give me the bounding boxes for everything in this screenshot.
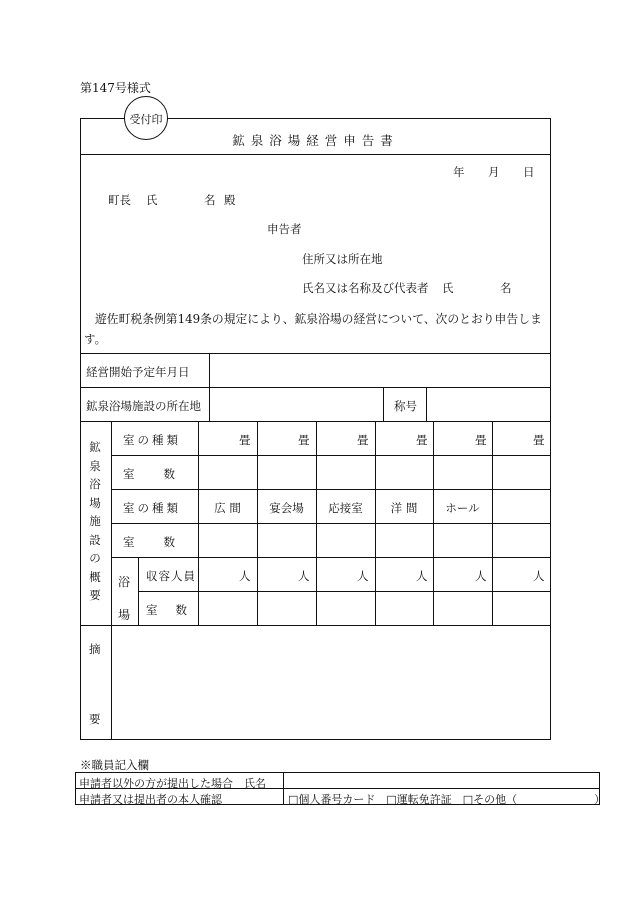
reception-stamp-circle: [124, 96, 168, 140]
addressee-town: 町長: [108, 193, 131, 207]
person-unit: 人: [533, 569, 545, 583]
room-type-reception: 応接室: [328, 501, 363, 515]
room-type-hole: ホール: [445, 501, 480, 515]
room-type-label-2: 室の種類: [123, 501, 181, 515]
remarks-label-top: 摘: [89, 642, 101, 656]
staff-row-identity-options[interactable]: □個人番号カード □運転免許証 □その他（ ）: [288, 793, 606, 806]
room-count-label-2: 室数: [123, 535, 204, 549]
remarks-label-bottom: 要: [89, 712, 101, 726]
room-type-western: 洋 間: [390, 501, 418, 515]
staff-row-proxy-label: 申請者以外の方が提出した場合 氏名: [79, 777, 266, 790]
tatami-unit: 畳: [533, 433, 545, 447]
addressee-shi: 氏: [146, 193, 158, 207]
declarant-label: 申告者: [267, 222, 302, 236]
tatami-unit: 畳: [475, 433, 487, 447]
person-unit: 人: [239, 569, 251, 583]
declarant-name-label: 氏名又は名称及び代表者: [302, 281, 429, 295]
reception-stamp-label: 受付印: [129, 113, 163, 126]
person-unit: 人: [416, 569, 428, 583]
form-title: 鉱泉浴場経営申告書: [232, 133, 399, 148]
date-day: 日: [523, 165, 535, 179]
person-unit: 人: [357, 569, 369, 583]
tatami-unit: 畳: [239, 433, 251, 447]
facility-side-label: 鉱泉浴場施設の概要: [89, 440, 101, 602]
room-type-label-1: 室の種類: [123, 433, 181, 447]
statement-line-2: す。: [84, 332, 107, 346]
person-unit: 人: [298, 569, 310, 583]
declarant-mei: 名: [500, 281, 512, 295]
location-label: 鉱泉浴場施設の所在地: [86, 399, 201, 413]
staff-row-identity-label: 申請者又は提出者の本人確認: [79, 793, 222, 806]
person-unit: 人: [475, 569, 487, 583]
bath-capacity-label: 収容人員: [146, 569, 196, 583]
form-number: 第147号様式: [80, 81, 151, 95]
staff-entry-title: ※職員記入欄: [80, 758, 149, 772]
addressee-suffix: 殿: [224, 193, 236, 207]
room-count-label-1: 室数: [123, 467, 204, 481]
room-type-hall: 広 間: [214, 501, 241, 515]
room-type-banquet: 宴会場: [269, 501, 304, 515]
start-date-label: 経営開始予定年月日: [86, 365, 190, 379]
tatami-unit: 畳: [298, 433, 310, 447]
date-year: 年: [453, 165, 465, 179]
declarant-address-label: 住所又は所在地: [302, 252, 383, 266]
declarant-shi: 氏: [442, 281, 454, 295]
business-name-label: 称号: [394, 399, 417, 413]
statement-line-1: 遊佐町税条例第149条の規定により、鉱泉浴場の経営について、次のとおり申告しま: [95, 312, 542, 326]
addressee-mei: 名: [204, 193, 216, 207]
tatami-unit: 畳: [416, 433, 428, 447]
bath-label: 浴場: [117, 575, 130, 622]
tatami-unit: 畳: [357, 433, 369, 447]
bath-room-count-label: 室数: [146, 603, 205, 617]
date-month: 月: [488, 165, 500, 179]
